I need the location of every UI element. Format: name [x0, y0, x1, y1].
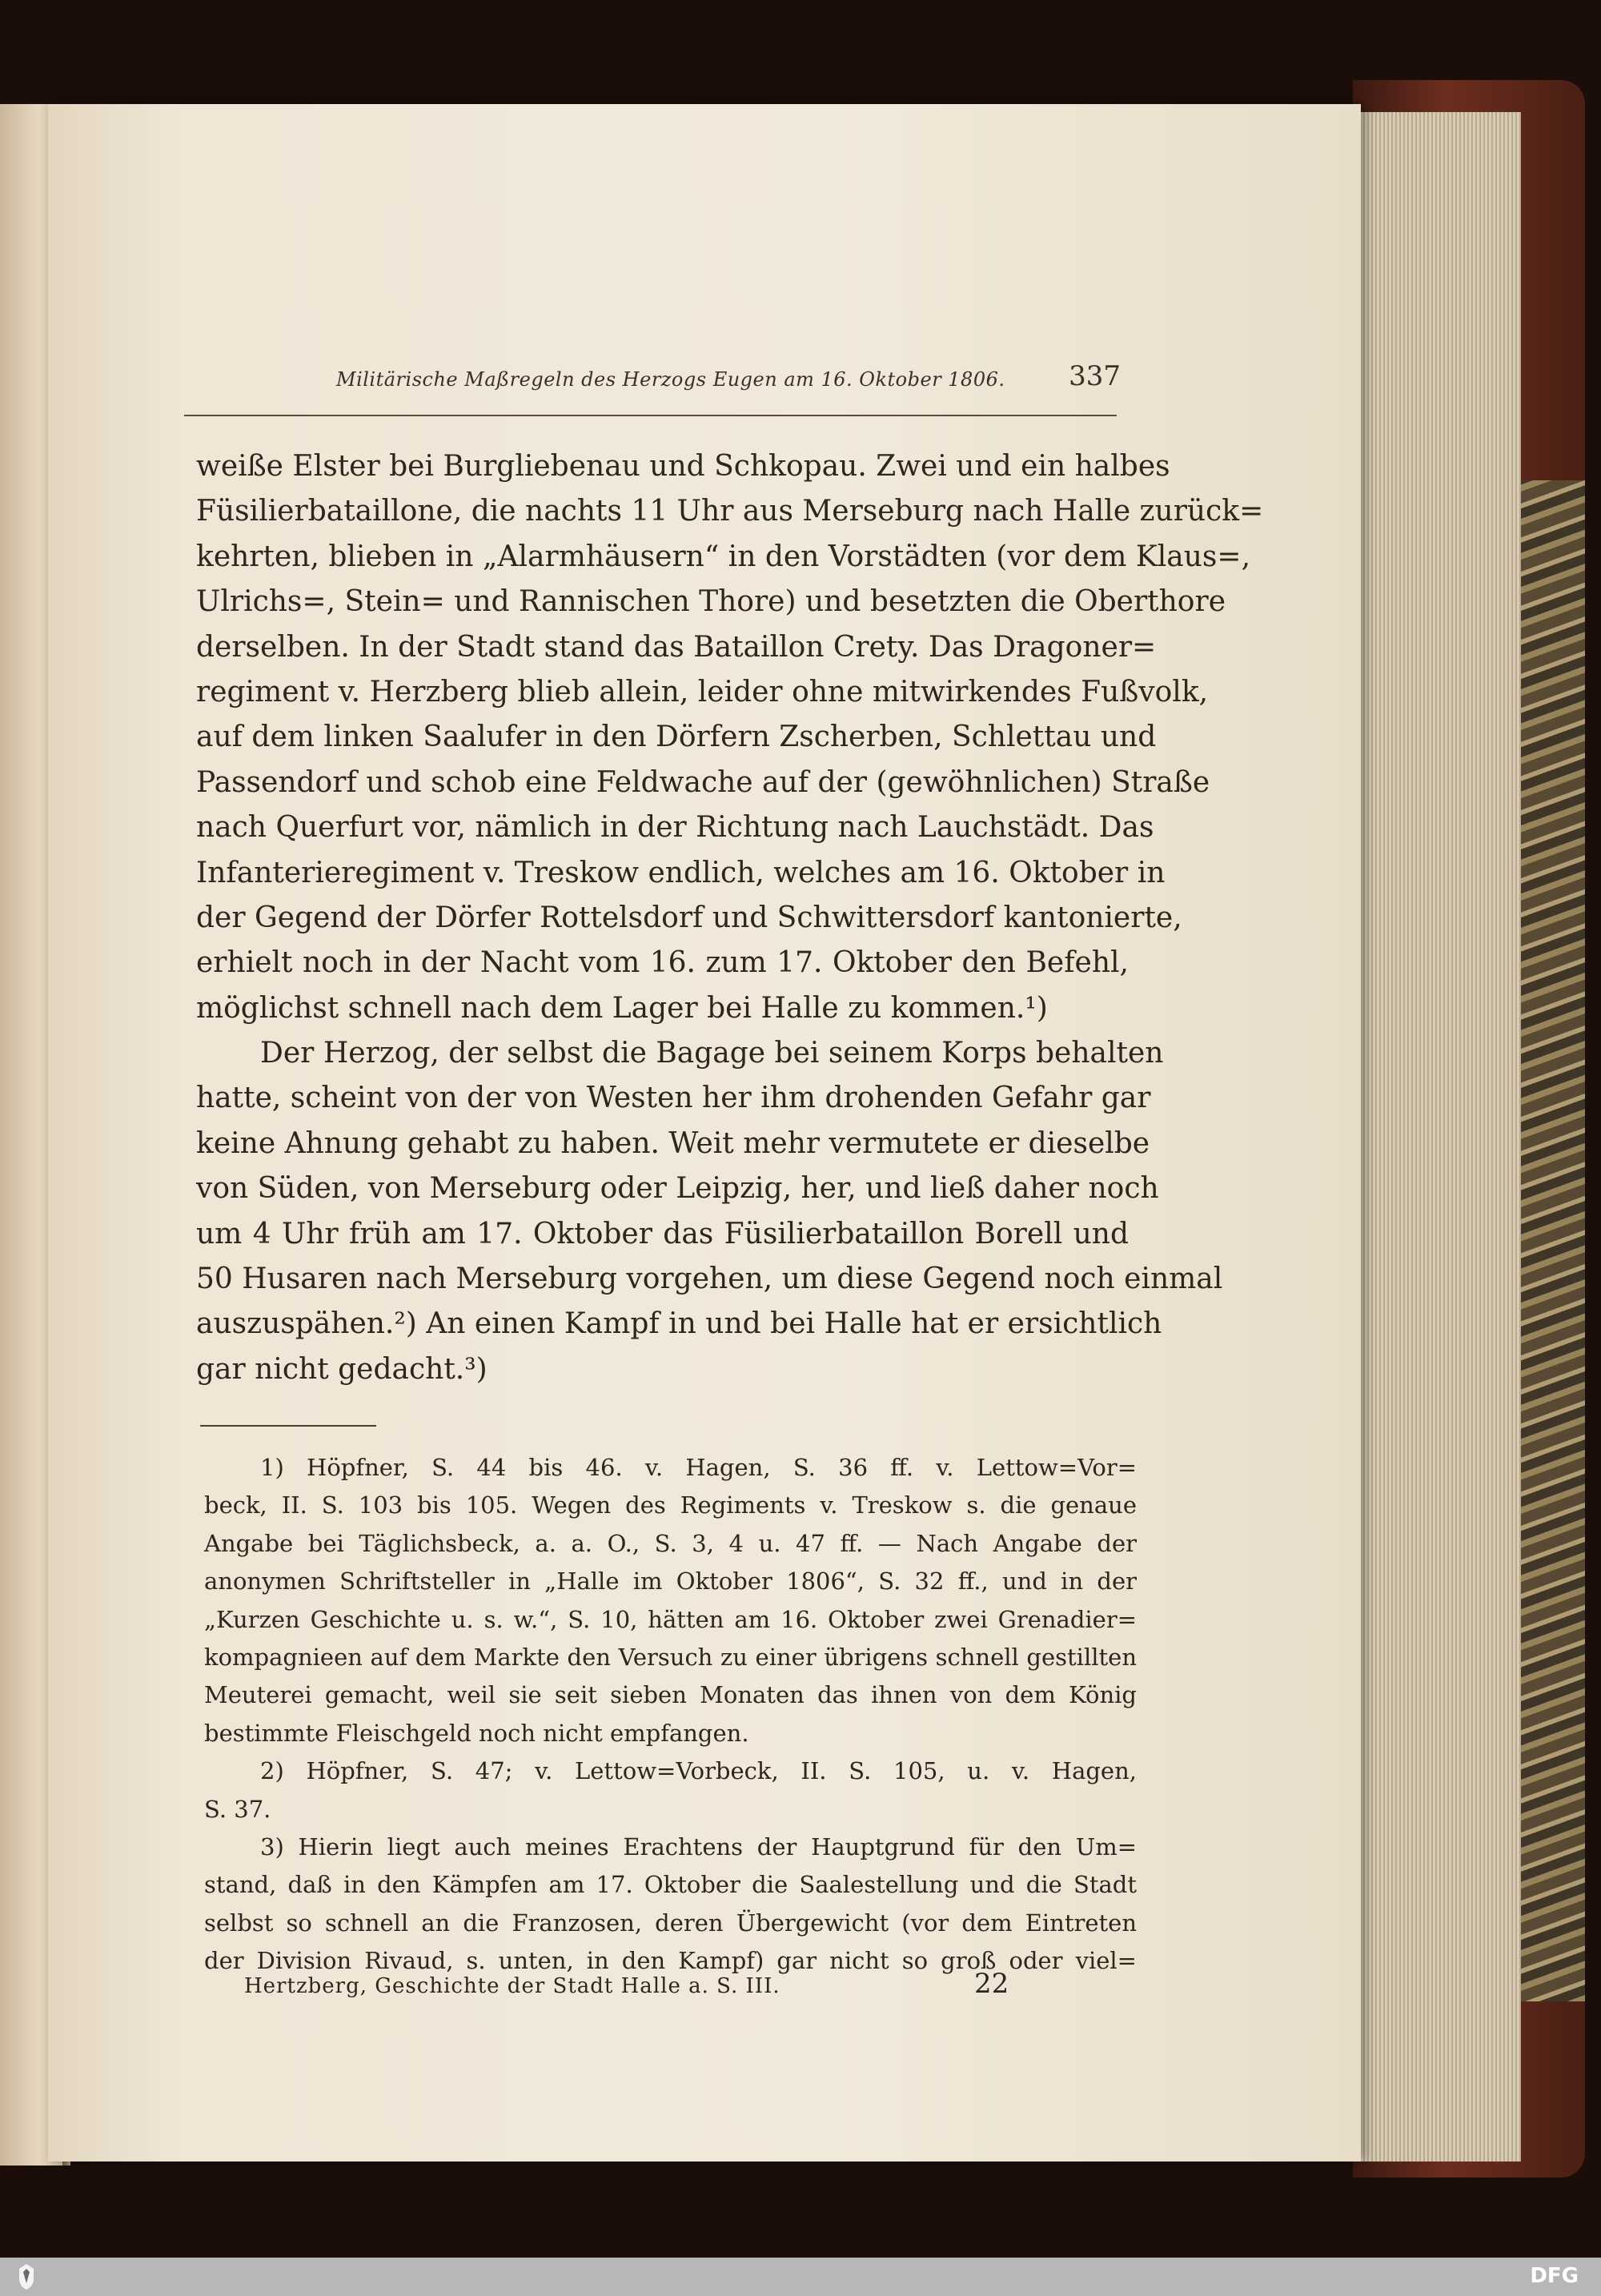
- footnote-line: selbst so schnell an die Franzosen, deren Übergewicht (vor dem Eintreten: [204, 1909, 1137, 1937]
- header-rule: [184, 415, 1117, 416]
- body-line: um 4 Uhr früh am 17. Oktober das Füsilierbataillon Borell und: [196, 1217, 1129, 1250]
- body-line: erhielt noch in der Nacht vom 16. zum 17. Oktober den Befehl,: [196, 946, 1129, 980]
- body-line: derselben. In der Stadt stand das Bataillon Crety. Das Dragoner=: [196, 630, 1157, 664]
- library-crest-icon: [16, 2262, 37, 2291]
- footnote-line: beck, II. S. 103 bis 105. Wegen des Regiments v. Treskow s. die genaue: [204, 1491, 1137, 1519]
- body-line: auszuspähen.²) An einen Kampf in und bei Halle hat er ersichtlich: [196, 1307, 1162, 1341]
- body-line: hatte, scheint von der von Westen her ihm drohenden Gefahr gar: [196, 1082, 1151, 1115]
- footnote-line: der Division Rivaud, s. unten, in den Kampf) gar nicht so groß oder viel=: [204, 1947, 1137, 1975]
- footnote-line: anonymen Schriftsteller in „Halle im Oktober 1806“, S. 32 ff., und in der: [204, 1567, 1137, 1596]
- running-title: Militärische Maßregeln des Herzogs Eugen am 16. Oktober 1806.: [336, 368, 1005, 391]
- footnote-line: 3) Hierin liegt auch meines Erachtens der Hauptgrund für den Um=: [260, 1832, 1137, 1860]
- body-line: Der Herzog, der selbst die Bagage bei seinem Korps behalten: [260, 1037, 1164, 1070]
- body-line: Passendorf und schob eine Feldwache auf der (gewöhnlichen) Straße: [196, 765, 1210, 799]
- body-line: der Gegend der Dörfer Rottelsdorf und Schwittersdorf kantonierte,: [196, 901, 1182, 934]
- page-edges: [1361, 112, 1521, 2162]
- footnote-rule: [200, 1425, 376, 1427]
- body-line: von Süden, von Merseburg oder Leipzig, her, und ließ daher noch: [196, 1172, 1159, 1206]
- body-line: Füsilierbataillone, die nachts 11 Uhr aus Merseburg nach Halle zurück=: [196, 495, 1264, 528]
- body-line: keine Ahnung gehabt zu haben. Weit mehr vermutete er dieselbe: [196, 1126, 1150, 1160]
- body-line: auf dem linken Saalufer in den Dörfern Zscherben, Schlettau und: [196, 721, 1157, 754]
- printer-signature: [244, 1968, 1093, 2008]
- signature-text: Hertzberg, Geschichte der Stadt Halle a. S. III.: [244, 1974, 780, 1998]
- page-number: 337: [1069, 360, 1121, 392]
- body-line: Infanterieregiment v. Treskow endlich, welches am 16. Oktober in: [196, 856, 1166, 889]
- body-line: weiße Elster bei Burgliebenau und Schkopau. Zwei und ein halbes: [196, 450, 1170, 483]
- footnote-line: Angabe bei Täglichsbeck, a. a. O., S. 3, 4 u. 47 ff. — Nach Angabe der: [204, 1529, 1137, 1557]
- viewer-footer-bar: [0, 2258, 1601, 2296]
- footnote-line: bestimmte Fleischgeld noch nicht empfangen.: [204, 1719, 749, 1747]
- footnote-line: S. 37.: [204, 1795, 271, 1823]
- footnote-line: „Kurzen Geschichte u. s. w.“, S. 10, hätten am 16. Oktober zwei Grenadier=: [204, 1605, 1137, 1633]
- footnote-line: 2) Höpfner, S. 47; v. Lettow=Vorbeck, II. S. 105, u. v. Hagen,: [260, 1757, 1137, 1785]
- body-line: regiment v. Herzberg blieb allein, leider ohne mitwirkendes Fußvolk,: [196, 675, 1209, 708]
- dfg-logo: DFG: [1530, 2264, 1579, 2288]
- footnote-line: Meuterei gemacht, weil sie seit sieben Monaten das ihnen von dem König: [204, 1681, 1137, 1709]
- body-line: nach Querfurt vor, nämlich in der Richtung nach Lauchstädt. Das: [196, 811, 1154, 845]
- body-line: Ulrichs=, Stein= und Rannischen Thore) und besetzten die Oberthore: [196, 585, 1226, 619]
- footnote-line: kompagnieen auf dem Markte den Versuch zu einer übrigens schnell gestillten: [204, 1643, 1137, 1671]
- footnotes: [204, 1449, 1137, 1980]
- body-line: gar nicht gedacht.³): [196, 1352, 488, 1386]
- sheet-number: 22: [974, 1968, 1009, 2000]
- running-header: [192, 360, 1121, 413]
- body-text: [196, 444, 1264, 1392]
- book-page: [48, 104, 1361, 2162]
- body-line: 50 Husaren nach Merseburg vorgehen, um diese Gegend noch einmal: [196, 1262, 1223, 1296]
- body-line: kehrten, blieben in „Alarmhäusern“ in den Vorstädten (vor dem Klaus=,: [196, 540, 1251, 573]
- footnote-line: 1) Höpfner, S. 44 bis 46. v. Hagen, S. 36 ff. v. Lettow=Vor=: [260, 1454, 1137, 1481]
- body-line: möglichst schnell nach dem Lager bei Halle zu kommen.¹): [196, 991, 1048, 1025]
- footnote-line: stand, daß in den Kämpfen am 17. Oktober die Saalestellung und die Stadt: [204, 1871, 1137, 1899]
